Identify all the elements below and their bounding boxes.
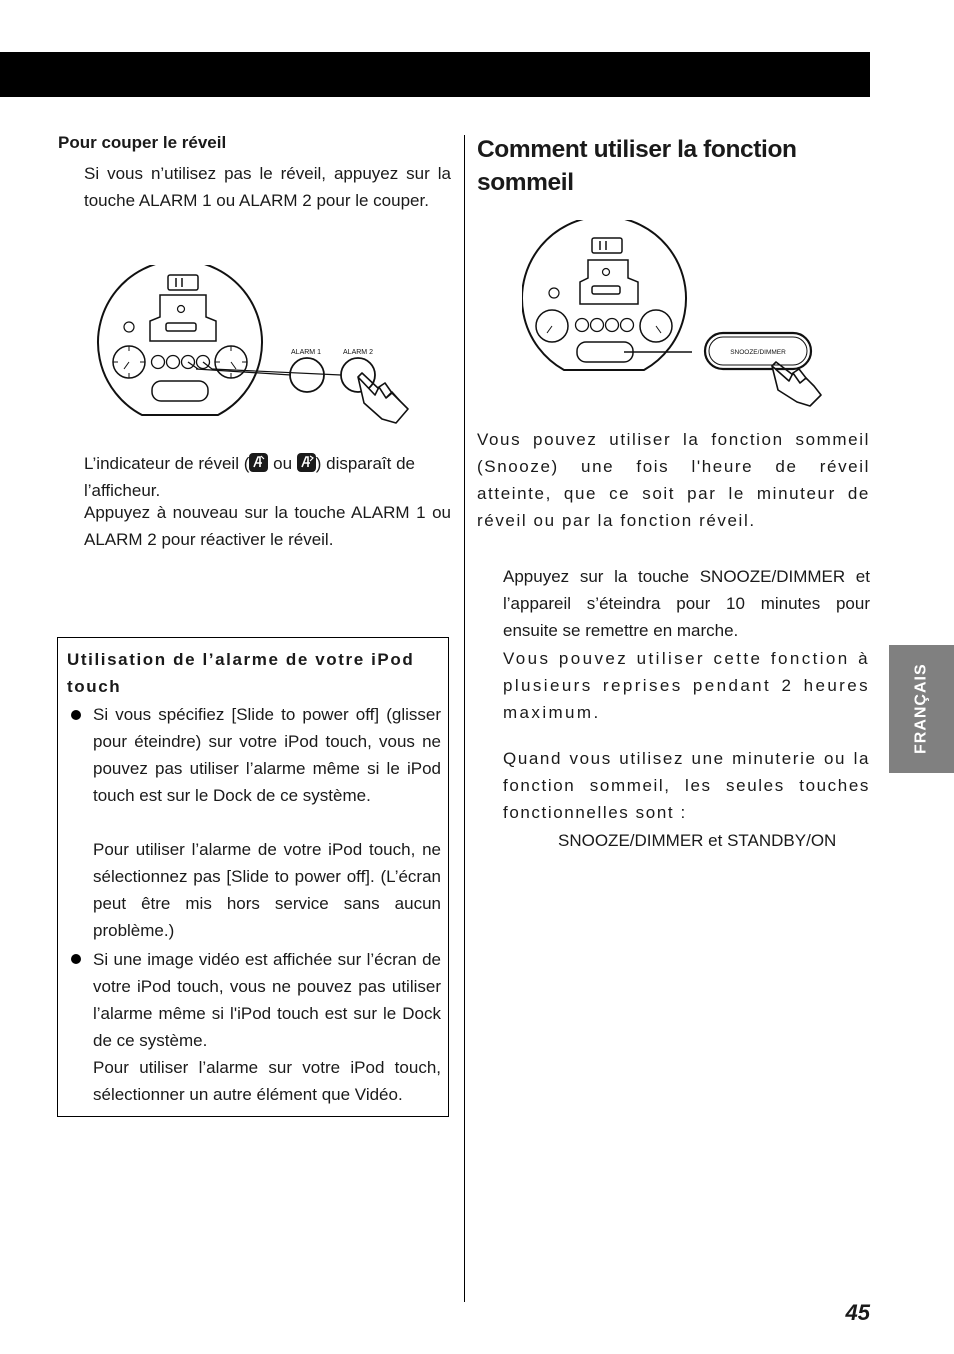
snooze-dimmer-label: SNOOZE/DIMMER [730,349,786,356]
language-tab-label: FRANÇAIS [912,663,930,755]
snooze-step-text: Appuyez sur la touche SNOOZE/DIMMER et l’appareil s’éteindra pour 10 minutes pour ensuite se remettre en marche. [503,567,870,640]
bullet-2 [71,954,81,964]
indicator-text: L’indicateur de réveil ( ou ) disparaît de l’afficheur. [84,454,415,500]
bullet1-text: Si vous spécifiez [Slide to power off] (glisser pour éteindre) sur votre iPod touch, vous ne pouvez pas utiliser l’alarme même si le iPod touch est sur le Dock de ce système. [93,705,441,805]
language-tab [889,645,954,773]
snooze-note-text: Quand vous utilisez une minuterie ou la fonction sommeil, les seules touches fonctionnelles sont : [503,749,870,822]
page-number: 45 [845,1300,870,1325]
bullet1-text-2: Pour utiliser l’alarme de votre iPod touch, ne sélectionnez pas [Slide to power off]. (L’écran peut être mis hors service sans aucun problème.) [93,840,441,940]
pointing-hand-icon [358,373,408,423]
bullet2-text: Si une image vidéo est affichée sur l’écran de votre iPod touch, vous ne pouvez pas utiliser l’alarme même si l'iPod touch est sur le Dock de ce système. [93,950,441,1050]
alarm1-label: ALARM 1 [291,349,321,356]
note-box-title: Utilisation de l’alarme de votre iPod touch [67,650,415,696]
section-title-snooze: Comment utiliser la fonction sommeil [477,136,797,196]
snooze-repeat-text: Vous pouvez utiliser cette fonction à plusieurs reprises pendant 2 heures maximum. [503,649,870,722]
bullet2-text-2: Pour utiliser l’alarme sur votre iPod touch, sélectionner un autre élément que Vidéo. [93,1058,441,1104]
alarm-buttons-figure [96,265,416,425]
note-box [57,637,449,1117]
section-heading-stop-alarm: Pour couper le réveil [58,133,227,152]
alarm-2-indicator-icon [297,453,316,472]
reactivate-text: Appuyez à nouveau sur la touche ALARM 1 ou ALARM 2 pour réactiver le réveil. [84,503,451,549]
header-bar [0,52,870,97]
stop-alarm-text: Si vous n’utilisez pas le réveil, appuyez sur la touche ALARM 1 ou ALARM 2 pour le couper. [84,164,451,210]
column-divider [464,135,465,1302]
snooze-keys-text: SNOOZE/DIMMER et STANDBY/ON [558,831,837,850]
snooze-intro: Vous pouvez utiliser la fonction sommeil (Snooze) une fois l'heure de réveil atteinte, que ce soit par le minuteur de réveil ou par la fonction réveil. [477,430,870,530]
alarm2-label: ALARM 2 [343,349,373,356]
bullet-1 [71,710,81,720]
alarm-1-indicator-icon [249,453,268,472]
snooze-button-figure [522,220,832,410]
